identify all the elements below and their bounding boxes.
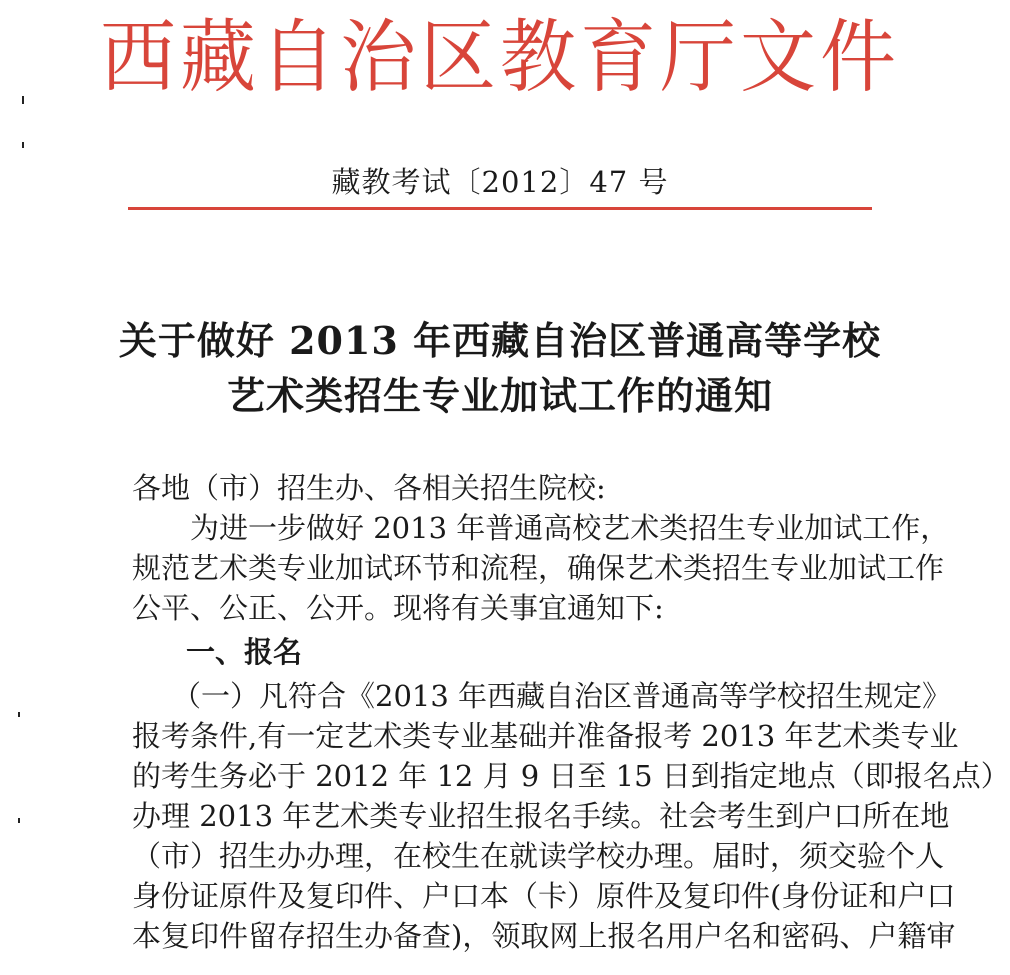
intro-line: 公平、公正、公开。现将有关事宜通知下: (132, 591, 664, 625)
speck (22, 96, 24, 104)
speck (18, 712, 20, 717)
intro-line: 为进一步做好 2013 年普通高校艺术类招生专业加试工作， (190, 511, 950, 545)
section-heading-text: 一、报名 (186, 635, 303, 669)
section1-line: 本复印件留存招生办备查)，领取网上报名用户名和密码、户籍审 (132, 919, 956, 953)
speck (18, 818, 20, 823)
section1-line: 报考条件,有一定艺术类专业基础并准备报考 2013 年艺术类专业 (132, 719, 959, 753)
notice-title-line-2: 艺术类招生专业加试工作的通知 (226, 373, 773, 418)
speck (22, 142, 24, 148)
section-heading-registration (186, 632, 928, 672)
section1-line: （一）凡符合《2013 年西藏自治区普通高等学校招生规定》 (172, 679, 952, 713)
section1-line: （市）招生办办理，在校生在就读学校办理。届时，须交验个人 (132, 839, 945, 873)
section1-line: 办理 2013 年艺术类专业招生报名手续。社会考生到户口所在地 (132, 799, 950, 833)
red-divider-line (128, 207, 872, 210)
salutation-text: 各地（市）招生办、各相关招生院校: (132, 471, 606, 505)
section1-line: 的考生务必于 2012 年 12 月 9 日至 15 日到指定地点（即报名点） (132, 759, 1010, 793)
intro-paragraph (132, 508, 950, 628)
salutation (132, 468, 874, 508)
section1-line: 身份证原件及复印件、户口本（卡）原件及复印件(身份证和户口 (132, 879, 956, 913)
intro-line: 规范艺术类专业加试环节和流程，确保艺术类招生专业加试工作 (132, 551, 945, 585)
document-number: 藏教考试〔2012〕47 号 (331, 165, 669, 199)
section1-paragraph (132, 676, 1010, 956)
document-header-title: 西藏自治区教育厅文件 (100, 9, 900, 104)
notice-title-line-1: 关于做好 2013 年西藏自治区普通高等学校 (118, 318, 882, 363)
